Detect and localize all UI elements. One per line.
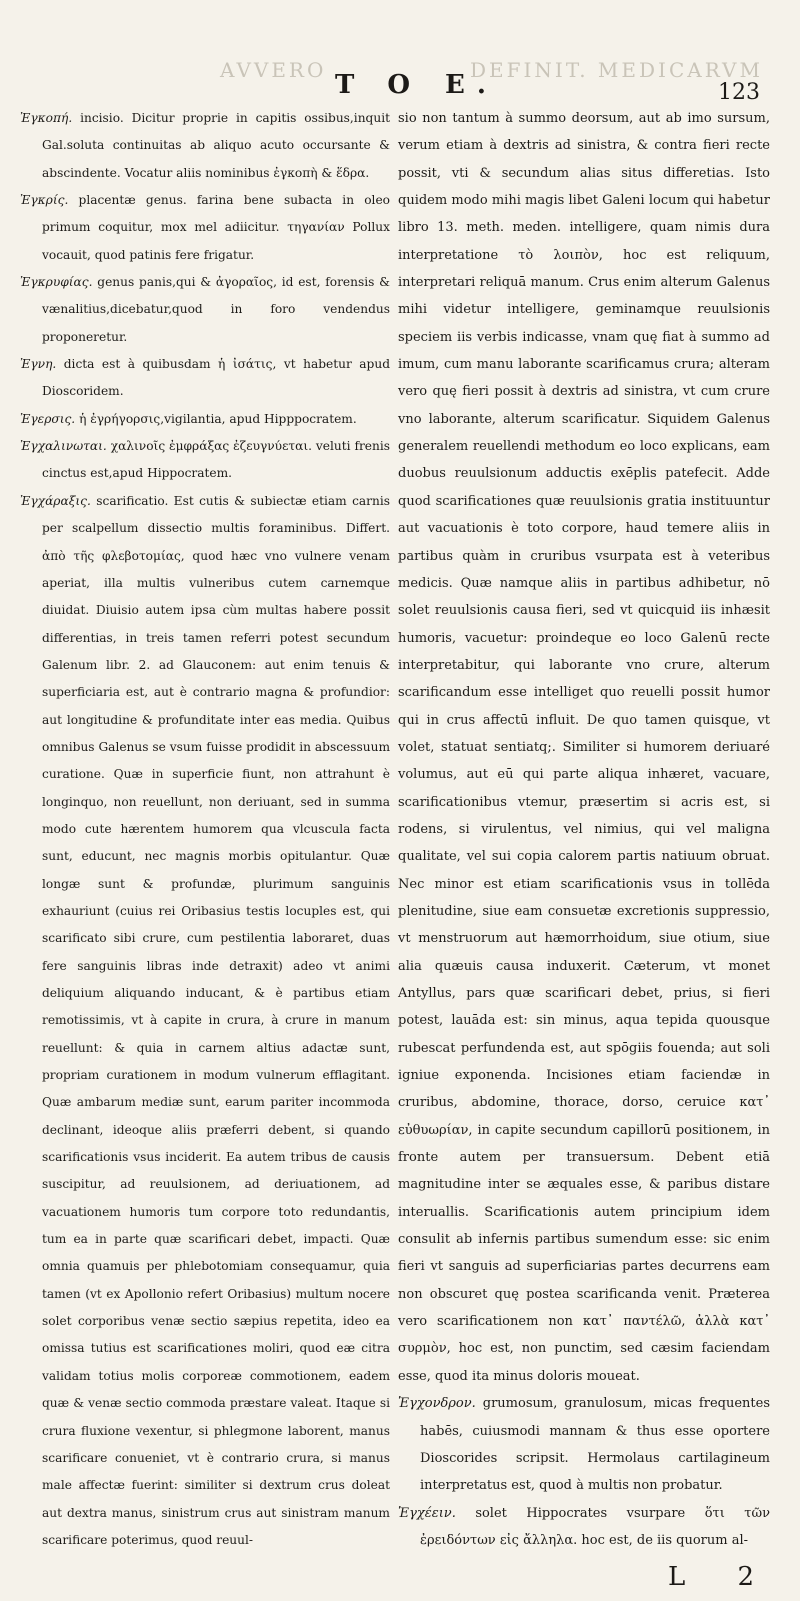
entry-lemma: Ἐγερσις. xyxy=(20,411,76,426)
bleed-through-text-left: AVVERO xyxy=(220,58,327,82)
dictionary-entry xyxy=(20,269,390,351)
entry-text: solet Hippocrates vsurpare ὅτι τῶν ἐρειδόντων εἰς ἄλληλα. hoc est, de iis quorum al- xyxy=(420,1505,770,1548)
dictionary-entry xyxy=(398,1500,770,1555)
entry-lemma: Ἐγνη. xyxy=(20,357,57,372)
dictionary-entry xyxy=(20,187,390,269)
dictionary-entry xyxy=(20,433,390,488)
entry-lemma: Ἐγκρυφίας. xyxy=(20,275,93,290)
left-column xyxy=(20,105,390,1554)
entry-lemma: Ἐγχάραξις. xyxy=(20,493,91,508)
entry-lemma: Ἐγχέειν. xyxy=(398,1505,456,1521)
right-column xyxy=(398,105,770,1554)
entry-text: dicta est à quibusdam ἡ ἰσάτις, vt habetur apud Dioscoridem. xyxy=(42,357,391,399)
entry-text: ἡ ἐγρήγορσις,vigilantia, apud Hipppocratem. xyxy=(79,411,357,426)
dictionary-entry-continued xyxy=(398,105,770,1390)
entry-text: grumosum, granulosum, micas frequentes habēs, cuiusmodi mannam & thus esse oportere Dioscorides scripsit. Hermolaus cartilagineum interpretatus est, quod à multis non probatur. xyxy=(420,1396,770,1494)
entry-lemma: Ἐγκοπή. xyxy=(20,111,73,125)
dictionary-entry xyxy=(398,1390,770,1499)
bleed-through-text-right: DEFINIT. MEDICARVM xyxy=(470,58,763,82)
entry-text: sio non tantum à summo deorsum, aut ab imo sursum, verum etiam à dextris ad sinistra, & contra fieri recte possit, vti & secundum alias situs differetias. Isto quidem modo mihi magis libet Galeni locum qui habetur libro 13. meth. meden. intelligere, quam nimis dura interpretatione τὸ λοιπὸν, hoc est reliquum, interpretari reliquā manum. Crus enim alterum Galenus mihi videtur intelligere, geminamque reuulsionis speciem iis verbis indicasse, vnam quę fiat à summo ad imum, cum manu laborante scarificamus crura; alteram vero quę fieri possit à dextris ad sinistra, vt cum crure vno laborante, alterum scarificatur. Siquidem Galenus generalem reuellendi methodum eo loco explicans, eam duobus reuulsionum adductis exēplis patefecit. Adde quod scarificationes quæ reuulsionis gratia instituuntur aut vacuationis è toto corpore, haud temere aliis in partibus quàm in cruribus vsurpata est à veteribus medicis. Quæ namque aliis in partibus adhibetur, nō solet reuulsionis causa fieri, sed vt quicquid iis inhæsit humoris, vacuetur: proindeque eo loco Galenū recte interpretabitur, qui laborante vno crure, alterum scarificandum esse intelliget quo reuelli possit humor qui in crus affectū influit. De quo tamen quisque, vt volet, statuat sentiatq;. Similiter si humorem deriuaré volumus, aut eū qui parte aliqua inhæret, vacuare, scarificationibus vtemur, præsertim si acris est, si rodens, si virulentus, vel nimius, qui vel maligna qualitate, vel sui copia calorem partis natiuum obruat. Nec minor est etiam scarificationis vsus in tollēda plenitudine, siue eam consuetæ excretionis suppressio, vt menstruorum aut hæmorrhoidum, siue otium, siue alia quæuis causa induxerit. Cæterum, vt monet Antyllus, pars quæ scarificari debet, prius, si fieri potest, lauāda est: sin minus, aqua tepida quousque rubescat perfundenda est, aut spōgiis fouenda; aut soli igniue exponenda. Incisiones etiam faciendæ in cruribus, abdomine, thorace, dorso, ceruice κατ᾽ εὐθυωρίαν, in capite secundum capillorū positionem, in fronte autem per transuersum. Debent etiā magnitudine inter se æquales esse, & paribus distare interuallis. Scarificationis autem principium idem consulit ab infernis partibus sumendum esse: sic enim fieri vt sanguis ad superficiarias partes decurrens eam non obscuret quę postea scarificanda venit. Præterea vero scarificationem non κατ᾽ παντέλῶ, ἀλλὰ κατ᾽ συρμὸν, hoc est, non punctim, sed cæsim faciendam esse, quod ita minus doloris moueat. xyxy=(398,111,770,1384)
entry-lemma: Ἐγχαλινωται. xyxy=(20,439,107,454)
entry-text: χαλινοῖς ἐμφράξας ἐζευγνύεται. veluti frenis cinctus est,apud Hippocratem. xyxy=(42,439,390,481)
entry-text: placentæ genus. farina bene subacta in oleo primum coquitur, mox mel adiicitur. τηγανίαν Pollux vocauit, quod patinis fere frigatur. xyxy=(42,193,391,262)
dictionary-entry xyxy=(20,488,390,1554)
running-head-part-2: E. xyxy=(445,70,498,100)
page-number: 123 xyxy=(718,80,760,105)
dictionary-entry xyxy=(20,351,390,406)
signature-mark: L 2 xyxy=(668,1562,777,1592)
entry-text: genus panis,qui & ἀγοραῖος, id est, forensis & vænalitius,dicebatur,quod in foro vendendus proponeretur. xyxy=(42,275,391,344)
running-head-part-1: T O xyxy=(335,70,423,100)
entry-text: scarificatio. Est cutis & subiectæ etiam carnis per scalpellum dissectio multis foraminibus. Differt. ἀπὸ τῆς φλεβοτομίας, quod hæc vno vulnere venam aperiat, illa multis vulneribus cutem carnemque diuidat. Diuisio autem ipsa cùm multas habere possit differentias, in treis tamen referri potest secundum Galenum libr. 2. ad Glauconem: aut enim tenuis & superficiaria est, aut è contrario magna & profundior: aut longitudine & profunditate inter eas media. Quibus omnibus Galenus se vsum fuisse prodidit in abscessuum curatione. Quæ in superficie fiunt, non attrahunt è longinquo, non reuellunt, non deriuant, sed in summa modo cute hærentem humorem qua vlcuscula facta sunt, educunt, nec magnis morbis opitulantur. Quæ longæ sunt & profundæ, plurimum sanguinis exhauriunt (cuius rei Oribasius testis locuples est, qui scarificato sibi crure, cum pestilentia laboraret, duas fere sanguinis libras inde detraxit) adeo vt animi deliquium aliquando inducant, & è partibus etiam remotissimis, vt à capite in crura, à crure in manum reuellunt: & quia in carnem altius adactæ sunt, propriam curationem in modum vulnerum efflagitant. Quæ ambarum mediæ sunt, earum pariter incommoda declinant, ideoque aliis præferri debent, si quando scarificationis vsus inciderit. Ea autem tribus de causis suscipitur, ad reuulsionem, ad deriuationem, ad vacuationem humoris tum corpore toto redundantis, tum ea in parte quæ scarificari debet, impacti. Quæ omnia quamuis per phlebotomiam consequamur, quia tamen (vt ex Apollonio refert Oribasius) multum nocere solet corporibus venæ sectio sæpius repetita, ideo ea omissa tutius est scarificationes moliri, quod eæ citra validam totius molis corporeæ commotionem, eadem quæ & venæ sectio commoda præstare valeat. Itaque si crura fluxione vexentur, si phlegmone laborent, manus scarificare conueniet, vt è contrario crura, si manus male affectæ fuerint: similiter si dextrum crus doleat aut dextra manus, sinistrum crus aut sinistram manum scarificare poterimus, quod reuul- xyxy=(42,493,390,1547)
dictionary-entry xyxy=(20,406,390,433)
entry-text: incisio. Dicitur proprie in capitis ossibus,inquit Gal.soluta continuitas ab aliquo acuto occursante & abscindente. Vocatur aliis nominibus ἐγκοπὴ & ἕδρα. xyxy=(42,111,391,180)
entry-lemma: Ἐγκρίς. xyxy=(20,193,69,208)
dictionary-entry xyxy=(20,105,390,187)
entry-lemma: Ἐγχονδρον. xyxy=(398,1396,476,1412)
